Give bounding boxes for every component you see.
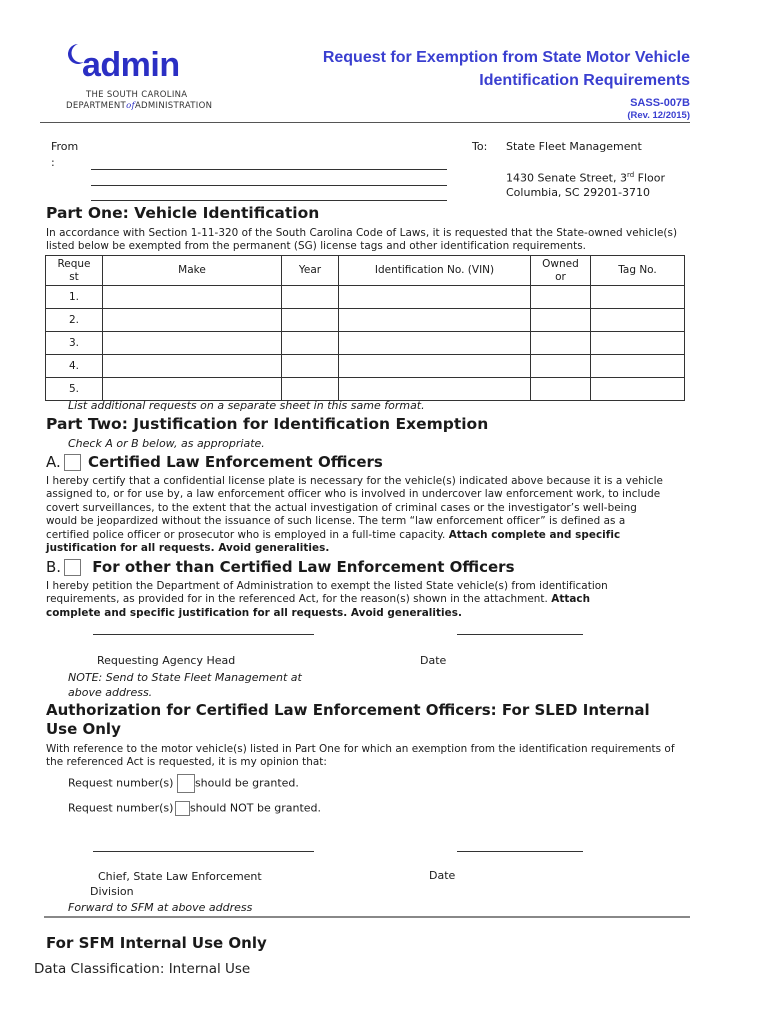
table-row [46,355,685,378]
from-line-1[interactable] [91,169,447,170]
year-cell[interactable] [282,355,339,378]
tag-cell[interactable] [591,355,685,378]
make-cell[interactable] [103,332,282,355]
vin-cell[interactable] [339,286,531,309]
vin-cell[interactable] [339,332,531,355]
year-cell[interactable] [282,286,339,309]
option-b-header [46,557,515,576]
row-number: 1. [46,286,103,309]
sfm-heading: For SFM Internal Use Only [46,934,267,952]
to-name: State Fleet Management [506,140,642,153]
to-street: 1430 Senate Street, 3rd Floor [506,171,666,185]
sled-heading: Authorization for Certified Law Enforcement Officers: For SLED Internal Use Only [46,701,650,738]
form-title [210,46,690,92]
year-cell[interactable] [282,332,339,355]
tag-cell[interactable] [591,378,685,401]
option-a-title: Certified Law Enforcement Officers [87,453,383,471]
make-cell[interactable] [103,355,282,378]
part-one-heading: Part One: Vehicle Identification [46,204,320,222]
col-owned: Owned or [531,256,591,286]
agency-head-label: Requesting Agency Head [97,654,236,667]
granted-row: Request number(s) should be granted. [68,774,299,793]
option-b-letter: B. [46,558,62,576]
granted-request-numbers-field[interactable] [177,774,195,793]
logo-line-2: DEPARTMENTofADMINISTRATION [66,101,213,111]
form-title-line-2: Identification Requirements [479,72,690,89]
option-b-checkbox[interactable] [64,559,81,576]
col-request: Reque st [46,256,103,286]
not-granted-row: Request number(s) should NOT be granted. [68,801,322,815]
from-colon: : [51,156,55,169]
send-note: NOTE: Send to State Fleet Management at above address. [68,671,302,699]
option-b-text: I hereby petition the Department of Administration to exempt the listed State vehicle(s) from identification requirements, as provided for in the referenced Act, for the reason(s) shown in the attachment. Attach complete and specific justification for all requests. Avoid generalities. [46,580,608,619]
option-b-title: For other than Certified Law Enforcement Officers [92,558,515,576]
from-line-3[interactable] [91,200,447,201]
sled-date-label: Date [429,869,456,882]
sled-chief-label: Chief, State Law Enforcement Division [90,870,262,898]
agency-logo [66,40,216,115]
row-number: 2. [46,309,103,332]
part-one-note: List additional requests on a separate sheet in this same format. [68,399,425,412]
not-granted-request-numbers-field[interactable] [175,801,190,816]
col-year: Year [282,256,339,286]
table-row [46,286,685,309]
table-row [46,378,685,401]
year-cell[interactable] [282,378,339,401]
owned-cell[interactable] [531,332,591,355]
table-row [46,332,685,355]
vin-cell[interactable] [339,378,531,401]
part-two-heading: Part Two: Justification for Identification Exemption [46,415,489,433]
owned-cell[interactable] [531,355,591,378]
form-number: SASS-007B [630,97,690,109]
col-tag: Tag No. [591,256,685,286]
data-classification: Data Classification: Internal Use [34,961,251,977]
option-a-text: I hereby certify that a confidential license plate is necessary for the vehicle(s) indicated above because it is a vehicle assigned to, or for use by, a law enforcement officer who is involved in undercover law enforcement work, to include covert surveillances, to the extent that the actual investigation of criminal cases or the investigator’s well-being would be jeopardized without the issuance of such license. The term “law enforcement officer” is defined as a certified police officer or prosecutor who is employed in a full-time capacity. Attach complete and specific justification for all requests. Avoid generalities. [46,475,664,555]
part-one-intro: In accordance with Section 1-11-320 of the South Carolina Code of Laws, it is requested that the State-owned vehicle(s) listed below be exempted from the permanent (SG) license tags and other identification requirements. [46,227,678,253]
agency-date-label: Date [420,654,447,667]
sled-divider [44,916,690,918]
form-title-line-1: Request for Exemption from State Motor Vehicle [322,49,690,66]
option-a-letter: A. [46,453,61,471]
option-a-checkbox[interactable] [64,454,81,471]
vehicle-table-header [46,256,685,286]
logo-wordmark: admin [82,46,180,84]
col-make: Make [103,256,282,286]
owned-cell[interactable] [531,286,591,309]
header-divider [40,122,690,123]
to-label: To: [472,140,488,153]
agency-date-line[interactable] [457,634,583,635]
owned-cell[interactable] [531,378,591,401]
row-number: 3. [46,332,103,355]
owned-cell[interactable] [531,309,591,332]
sled-intro: With reference to the motor vehicle(s) listed in Part One for which an exemption from the identification requirements of the referenced Act is requested, it is my opinion that: [46,743,675,769]
make-cell[interactable] [103,378,282,401]
part-two-instruction: Check A or B below, as appropriate. [68,437,265,450]
form-revision: (Rev. 12/2015) [627,110,690,121]
tag-cell[interactable] [591,286,685,309]
year-cell[interactable] [282,309,339,332]
col-vin: Identification No. (VIN) [339,256,531,286]
make-cell[interactable] [103,309,282,332]
to-city: Columbia, SC 29201-3710 [506,186,651,199]
vin-cell[interactable] [339,309,531,332]
logo-line-1: THE SOUTH CAROLINA [86,90,188,100]
table-row [46,309,685,332]
make-cell[interactable] [103,286,282,309]
from-line-2[interactable] [91,185,447,186]
tag-cell[interactable] [591,332,685,355]
row-number: 4. [46,355,103,378]
vehicle-table [45,255,685,401]
forward-note: Forward to SFM at above address [68,901,253,914]
vin-cell[interactable] [339,355,531,378]
from-label: From [51,140,79,153]
row-number: 5. [46,378,103,401]
sled-date-line[interactable] [457,851,583,852]
sled-chief-signature-line[interactable] [93,851,314,852]
agency-head-signature-line[interactable] [93,634,314,635]
tag-cell[interactable] [591,309,685,332]
option-a-header [46,452,383,471]
